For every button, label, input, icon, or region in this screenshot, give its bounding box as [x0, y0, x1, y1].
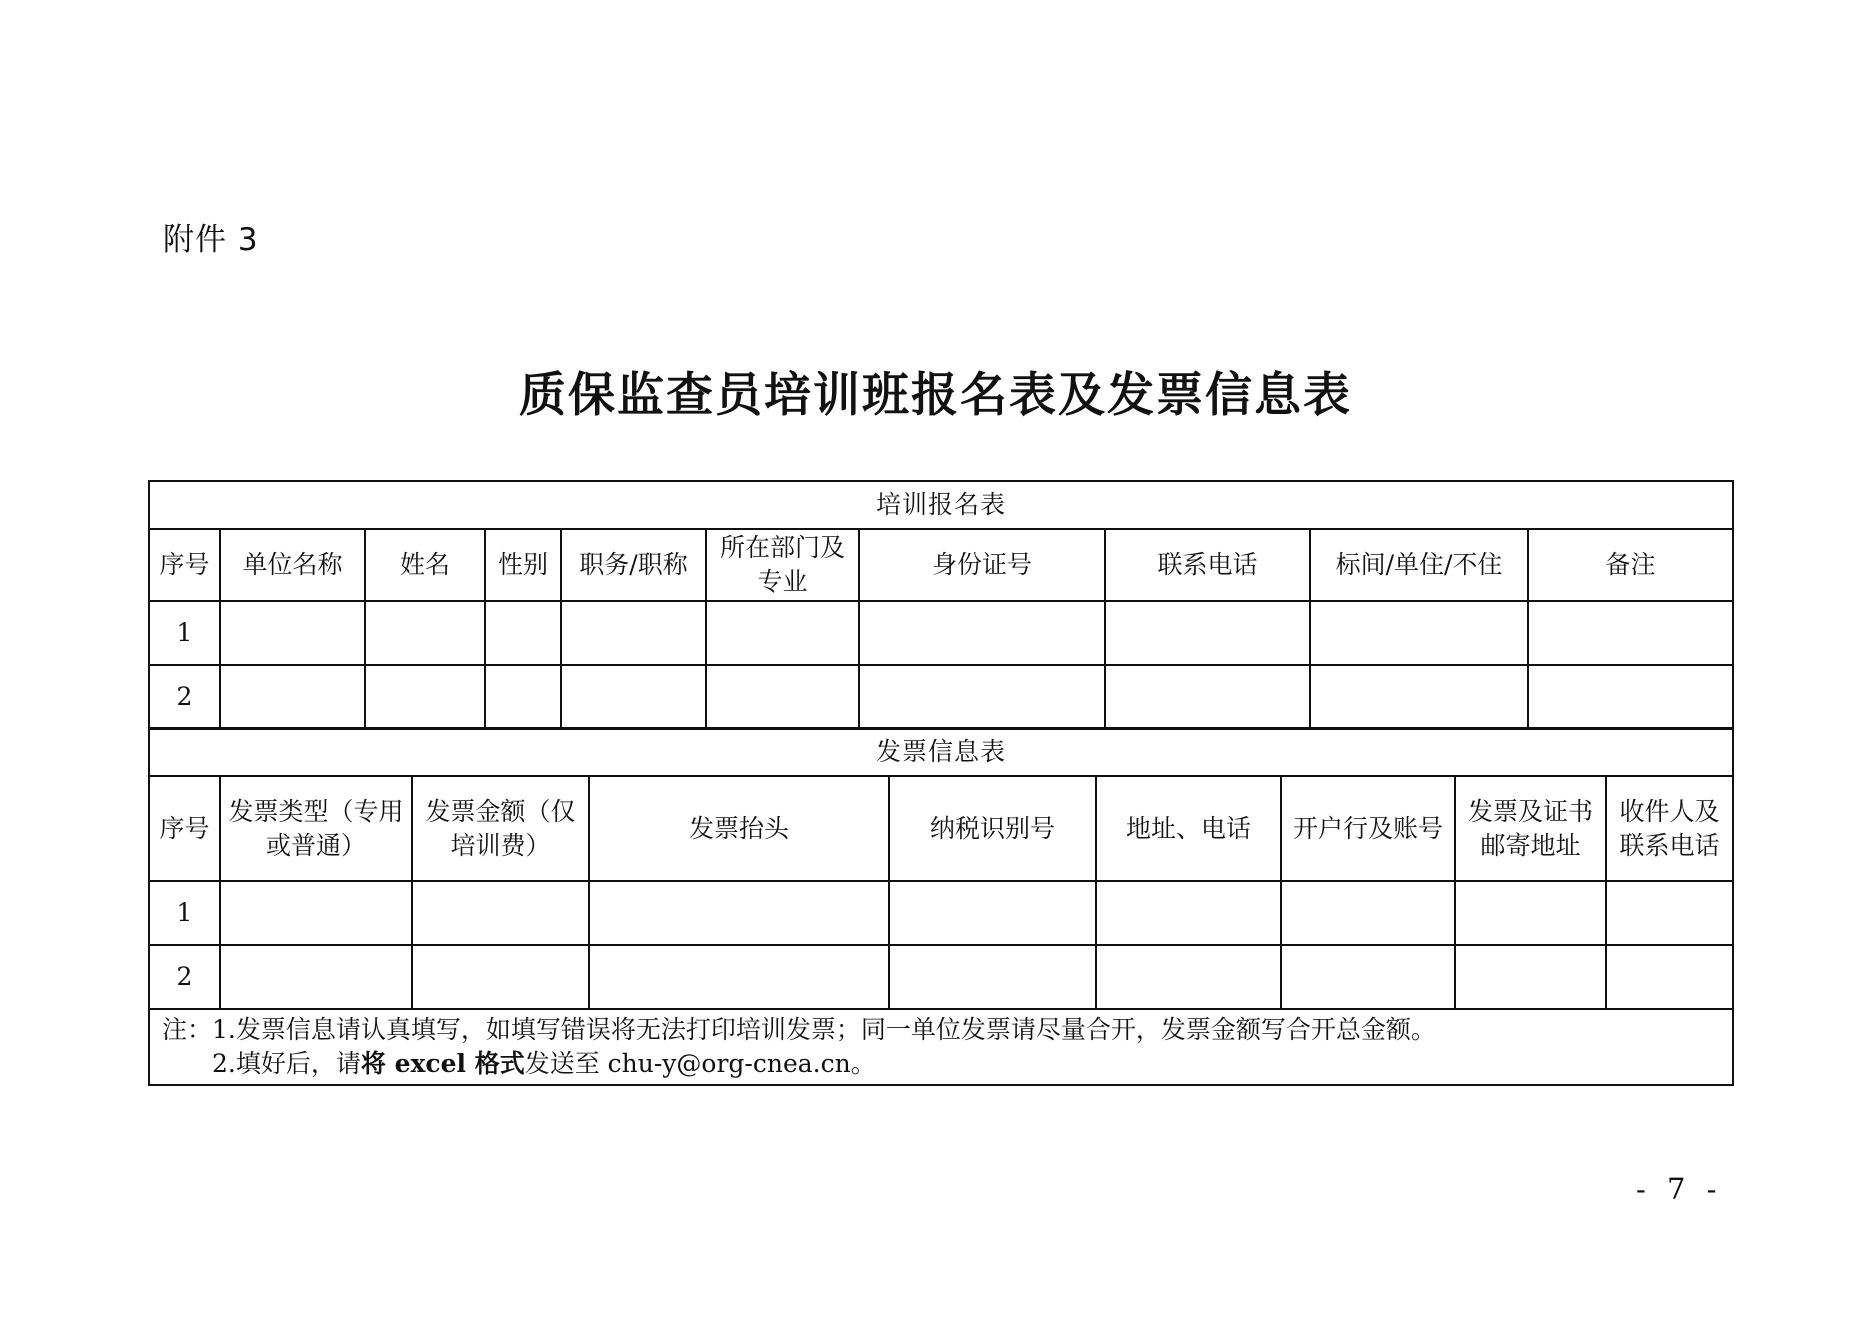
page-number: - 7 -: [1636, 1172, 1723, 1206]
column-header: 姓名: [365, 529, 485, 601]
table-cell: [412, 945, 589, 1009]
note-line-2-prefix: 2.填好后，请: [212, 1049, 361, 1078]
table-cell: [485, 601, 561, 665]
row-number: 1: [149, 601, 220, 665]
column-header: 所在部门及专业: [706, 529, 859, 601]
table-cell: [889, 881, 1096, 945]
page-title: 质保监查员培训班报名表及发票信息表: [519, 368, 1352, 423]
column-header: 地址、电话: [1096, 776, 1281, 881]
attachment-label: 附件 3: [163, 222, 259, 258]
table-row: [149, 945, 1733, 1009]
column-header: 纳税识别号: [889, 776, 1096, 881]
table-row: [149, 601, 1733, 665]
table-cell: [889, 945, 1096, 1009]
note-line-1: 注：1.发票信息请认真填写，如填写错误将无法打印培训发票；同一单位发票请尽量合开，发票金额写合开总金额。: [162, 1015, 1436, 1044]
column-header: 单位名称: [220, 529, 365, 601]
table-cell: [1105, 601, 1310, 665]
table-cell: [1528, 601, 1733, 665]
table-cell: [1281, 881, 1455, 945]
invoice-section-title: 发票信息表: [149, 728, 1733, 776]
column-header: 收件人及联系电话: [1606, 776, 1733, 881]
table-cell: [706, 665, 859, 729]
table-cell: [1455, 945, 1606, 1009]
table-cell: [220, 945, 412, 1009]
table-cell: [220, 881, 412, 945]
table-cell: [561, 601, 706, 665]
note-line-2-emphasis: 将 excel 格式: [360, 1049, 525, 1078]
table-cell: [706, 601, 859, 665]
table-cell: [412, 881, 589, 945]
column-header: 备注: [1528, 529, 1733, 601]
column-header: 性别: [485, 529, 561, 601]
table-cell: [365, 601, 485, 665]
table-cell: [1455, 881, 1606, 945]
column-header: 发票类型（专用或普通）: [220, 776, 412, 881]
table-cell: [1310, 601, 1528, 665]
column-header: 序号: [149, 529, 220, 601]
column-header: 序号: [149, 776, 220, 881]
registration-section-title: 培训报名表: [149, 481, 1733, 529]
table-cell: [1281, 945, 1455, 1009]
table-cell: [1105, 665, 1310, 729]
table-row: [149, 665, 1733, 729]
table-cell: [1606, 945, 1733, 1009]
row-number: 2: [149, 665, 220, 729]
table-cell: [365, 665, 485, 729]
table-cell: [589, 945, 889, 1009]
column-header: 开户行及账号: [1281, 776, 1455, 881]
table-cell: [859, 665, 1105, 729]
note-line-2-email: 发送至 chu-y@org-cnea.cn。: [524, 1049, 876, 1078]
table-row: [149, 881, 1733, 945]
table-cell: [220, 665, 365, 729]
table-cell: [220, 601, 365, 665]
row-number: 1: [149, 881, 220, 945]
row-number: 2: [149, 945, 220, 1009]
table-cell: [1096, 881, 1281, 945]
column-header: 身份证号: [859, 529, 1105, 601]
column-header: 发票及证书邮寄地址: [1455, 776, 1606, 881]
table-cell: [561, 665, 706, 729]
column-header: 发票金额（仅培训费）: [412, 776, 589, 881]
table-cell: [1096, 945, 1281, 1009]
table-cell: [1606, 881, 1733, 945]
table-cell: [1310, 665, 1528, 729]
table-cell: [859, 601, 1105, 665]
column-header: 职务/职称: [561, 529, 706, 601]
registration-table: [148, 480, 1734, 730]
table-cell: [589, 881, 889, 945]
invoice-table: [148, 727, 1734, 1086]
note-line-2: [162, 1047, 1720, 1081]
table-cell: [485, 665, 561, 729]
table-cell: [1528, 665, 1733, 729]
column-header: 联系电话: [1105, 529, 1310, 601]
notes-cell: [149, 1009, 1733, 1085]
column-header: 标间/单住/不住: [1310, 529, 1528, 601]
column-header: 发票抬头: [589, 776, 889, 881]
